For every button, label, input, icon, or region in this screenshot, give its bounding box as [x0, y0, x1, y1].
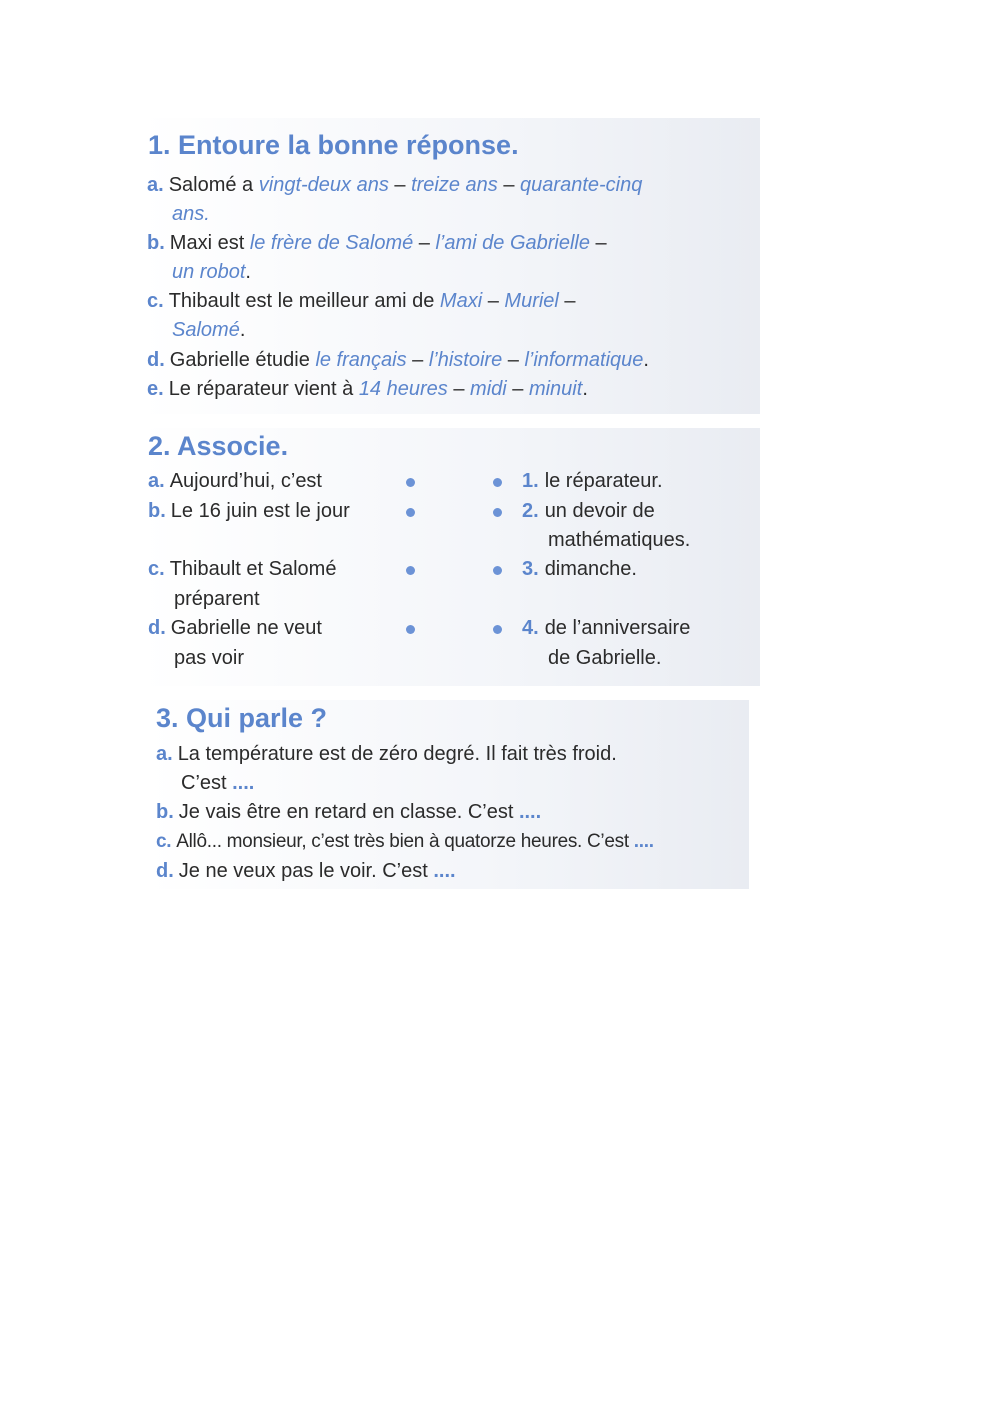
exercise-2-title: 2. Associe. — [148, 431, 289, 461]
left-item-d: d. Gabrielle ne veut — [148, 617, 322, 639]
option[interactable]: Muriel — [504, 290, 559, 312]
left-item-d-cont: pas voir — [174, 647, 245, 669]
question-c: c. Thibault est le meilleur ami de Maxi – Muriel – — [147, 290, 576, 312]
option[interactable]: un robot — [172, 261, 246, 283]
exercise-3-title: 3. Qui parle ? — [156, 703, 328, 733]
qui-parle-d: d. Je ne veux pas le voir. C’est .... — [156, 860, 456, 882]
left-item-c-cont: préparent — [174, 588, 260, 610]
qui-parle-c: c. Allô... monsieur, c’est très bien à quatorze heures. C’est .... — [156, 831, 654, 852]
question-c-cont: Salomé. — [172, 319, 246, 341]
right-item-2-cont: mathématiques. — [548, 529, 691, 551]
right-dot-3[interactable] — [493, 566, 502, 575]
right-item-3: 3. dimanche. — [522, 558, 637, 580]
left-item-a: a. Aujourd’hui, c’est — [148, 470, 322, 492]
option[interactable]: Maxi — [439, 290, 483, 312]
answer-blank[interactable]: .... — [518, 801, 542, 823]
left-item-c: c. Thibault et Salomé — [148, 558, 337, 580]
answer-blank[interactable]: .... — [232, 772, 255, 794]
exercise-3-panel — [148, 700, 749, 889]
option[interactable]: vingt-deux ans — [258, 174, 389, 196]
option[interactable]: ans. — [172, 203, 210, 225]
question-b-cont: un robot. — [172, 261, 251, 283]
option[interactable]: l’informatique — [524, 349, 644, 371]
right-item-4: 4. de l’anniversaire — [522, 617, 691, 639]
right-dot-1[interactable] — [493, 478, 502, 487]
option[interactable]: minuit — [528, 378, 583, 400]
qui-parle-b: b. Je vais être en retard en classe. C’est .... — [156, 801, 542, 823]
option[interactable]: l’ami de Gabrielle — [435, 232, 590, 254]
answer-blank[interactable]: .... — [433, 860, 456, 882]
qui-parle-a-cont: C’est .... — [181, 772, 255, 794]
option[interactable]: le français — [315, 349, 407, 371]
left-item-b: b. Le 16 juin est le jour — [148, 500, 350, 522]
option[interactable]: le frère de Salomé — [249, 232, 414, 254]
question-e: e. Le réparateur vient à 14 heures – midi – minuit. — [147, 378, 588, 400]
right-item-2: 2. un devoir de — [522, 500, 655, 522]
question-a-cont — [172, 202, 210, 226]
question-b: b. Maxi est le frère de Salomé – l’ami de Gabrielle – — [147, 232, 607, 254]
left-dot-b[interactable] — [406, 508, 415, 517]
right-dot-4[interactable] — [493, 625, 502, 634]
question-d: d. Gabrielle étudie le français – l’histoire – l’informatique. — [147, 349, 649, 371]
option[interactable]: quarante-cinq — [520, 174, 643, 196]
left-dot-d[interactable] — [406, 625, 415, 634]
right-dot-2[interactable] — [493, 508, 502, 517]
question-a: a. Salomé a vingt-deux ans – treize ans – quarante-cinq — [147, 174, 643, 196]
qui-parle-a: a. La température est de zéro degré. Il fait très froid. — [156, 743, 617, 765]
exercise-2-panel — [142, 428, 760, 686]
left-dot-a[interactable] — [406, 478, 415, 487]
option[interactable]: 14 heures — [358, 378, 448, 400]
right-item-4-cont: de Gabrielle. — [548, 647, 662, 669]
option[interactable]: Salomé — [172, 319, 240, 341]
exercise-1-panel — [142, 118, 760, 414]
exercise-1-title: 1. Entoure la bonne réponse. — [148, 130, 519, 160]
option[interactable]: midi — [470, 378, 507, 400]
option[interactable]: l’histoire — [428, 349, 503, 371]
left-dot-c[interactable] — [406, 566, 415, 575]
answer-blank[interactable]: .... — [633, 831, 654, 852]
right-item-1: 1. le réparateur. — [522, 470, 663, 492]
option[interactable]: treize ans — [411, 174, 498, 196]
